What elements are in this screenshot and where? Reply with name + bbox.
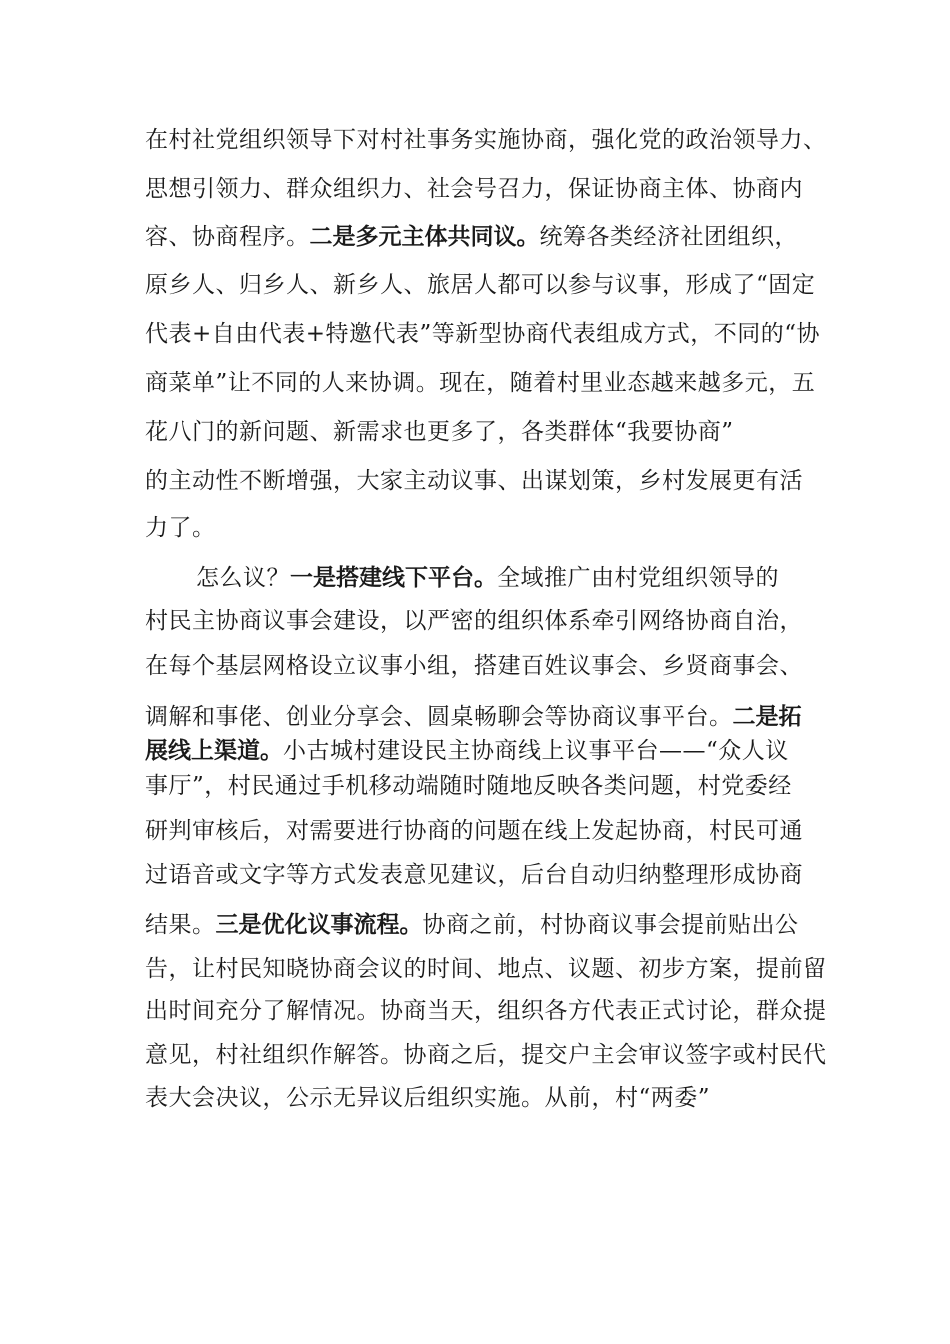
paragraph-line: 原乡人、归乡人、新乡人、旅居人都可以参与议事，形成了“固定 xyxy=(145,272,816,298)
paragraph-line: 告，让村民知晓协商会议的时间、地点、议题、初步方案，提前留 xyxy=(145,956,827,982)
text-run: 结果。 xyxy=(145,912,216,938)
paragraph-line: 事厅”，村民通过手机移动端随时随地反映各类问题，村党委经 xyxy=(145,773,792,799)
paragraph-line: 代表+自由代表+特邀代表”等新型协商代表组成方式，不同的“协 xyxy=(145,321,821,347)
paragraph-line: 村民主协商议事会建设，以严密的组织体系牵引网络协商自治， xyxy=(145,608,803,634)
paragraph-line: 的主动性不断增强，大家主动议事、出谋划策，乡村发展更有活 xyxy=(145,468,803,494)
bold-heading: 展线上渠道。 xyxy=(145,738,283,764)
paragraph-line: 在每个基层网格设立议事小组，搭建百姓议事会、乡贤商事会、 xyxy=(145,653,803,679)
paragraph-line xyxy=(196,563,779,593)
paragraph-line: 在村社党组织领导下对村社事务实施协商，强化党的政治领导力、 xyxy=(145,127,827,153)
paragraph-line: 出时间充分了解情况。协商当天，组织各方代表正式讨论，群众提 xyxy=(145,998,827,1024)
bold-heading: 二是多元主体共同议。 xyxy=(309,224,540,250)
bold-heading: 二是拓 xyxy=(732,704,802,730)
paragraph-line: 商菜单”让不同的人来协调。现在，随着村里业态越来越多元，五 xyxy=(145,370,816,396)
text-run: 统筹各类经济社团组织， xyxy=(539,224,798,250)
paragraph-line xyxy=(145,910,799,940)
text-run: 怎么议？ xyxy=(196,565,290,591)
text-run: 协商之前，村协商议事会提前贴出公 xyxy=(422,912,799,938)
bold-heading: 一是搭建线下平台。 xyxy=(290,565,497,591)
paragraph-line: 表大会决议，公示无异议后组织实施。从前，村“两委” xyxy=(145,1085,711,1111)
paragraph-line: 意见，村社组织作解答。协商之后，提交户主会审议签字或村民代 xyxy=(145,1042,827,1068)
paragraph-line xyxy=(145,222,798,252)
text-run: 全域推广由村党组织领导的 xyxy=(497,565,779,591)
paragraph-line: 力了。 xyxy=(145,515,216,541)
paragraph-line: 研判审核后，对需要进行协商的问题在线上发起协商，村民可通 xyxy=(145,818,803,844)
paragraph-line xyxy=(145,736,789,766)
text-run: 容、协商程序。 xyxy=(145,224,310,250)
paragraph-line: 过语音或文字等方式发表意见建议，后台自动归纳整理形成协商 xyxy=(145,862,803,888)
bold-heading: 三是优化议事流程。 xyxy=(215,912,423,938)
paragraph-line xyxy=(145,702,802,732)
text-run: 调解和事佬、创业分享会、圆桌畅聊会等协商议事平台。 xyxy=(145,704,733,730)
paragraph-line: 思想引领力、群众组织力、社会号召力，保证协商主体、协商内 xyxy=(145,176,803,202)
paragraph-line: 花八门的新问题、新需求也更多了，各类群体“我要协商” xyxy=(145,419,734,445)
text-run: 小古城村建设民主协商线上议事平台——“众人议 xyxy=(283,738,789,764)
